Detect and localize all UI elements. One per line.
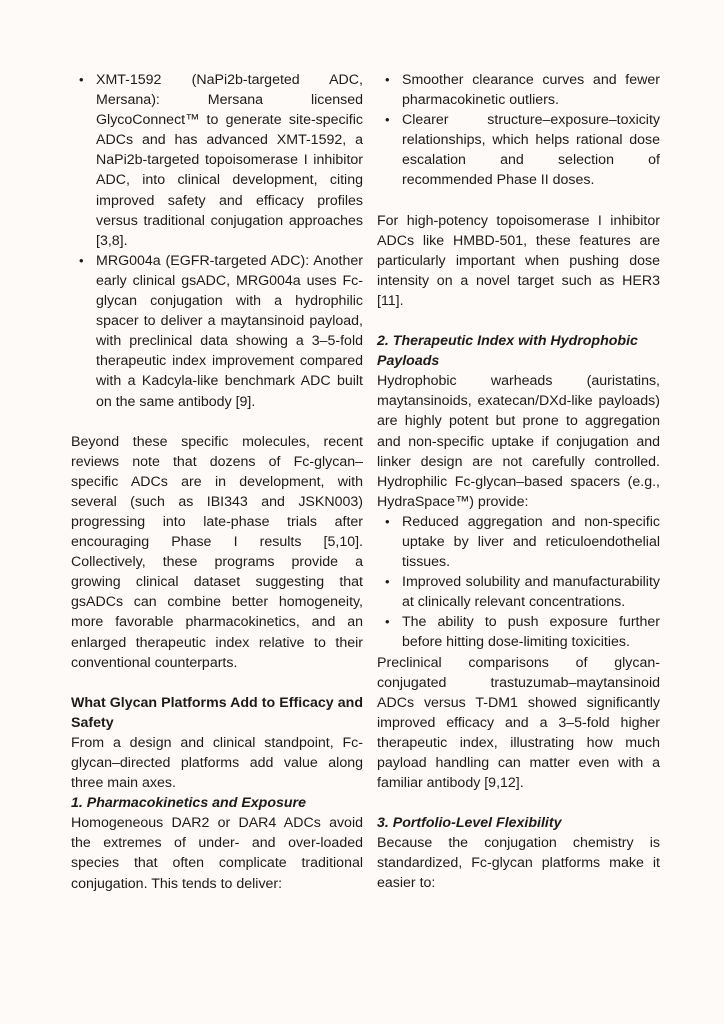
spacer (71, 412, 363, 432)
paragraph-beyond-molecules: Beyond these specific molecules, recent reviews note that dozens of Fc-glycan–specific ADCs are in development, with several (such as IBI343 and JSKN003) progressing into late-phase trials after encouraging Phase I results [5,10]. Collectively, these programs provide a growing clinical dataset suggesting that gsADCs can combine better homogeneity, more favorable pharmacokinetics, and an enlarged therapeutic index relative to their conventional counterparts. (71, 433, 363, 671)
section-intro: From a design and clinical standpoint, Fc-glycan–directed platforms add value along three main axes. (71, 734, 363, 792)
list-item-xmt-1592: • XMT-1592 (NaPi2b-targeted ADC, Mersana): Mersana licensed GlycoConnect™ to generate site-specific ADCs and has advanced XMT-1592, a NaPi2b-targeted topoisomerase I inhibitor ADC, into clinical development, citing improved safety and efficacy profiles versus traditional conjugation approaches [3,8]. (96, 70, 363, 251)
spacer (377, 793, 660, 813)
spacer (377, 311, 660, 331)
left-column (71, 70, 363, 894)
list-item-improved-solubility: • Improved solubility and manufacturability at clinically relevant concentrations. (402, 572, 660, 612)
right-column (377, 70, 660, 894)
list-item-reduced-aggregation: • Reduced aggregation and non-specific uptake by liver and reticuloendothelial tissues. (402, 512, 660, 572)
paragraph-hydrophobic-payloads: Hydrophobic warheads (auristatins, maytansinoids, exatecan/DXd-like payloads) are highly potent but prone to aggregation and non-specific uptake if conjugation and linker design are not carefully controlled. Hydrophilic Fc-glycan–based spacers (e.g., HydraSpace™) provide: (377, 373, 660, 510)
list-item-mrg004a: • MRG004a (EGFR-targeted ADC): Another early clinical gsADC, MRG004a uses Fc-glycan conjugation with a hydrophilic spacer to deliver a maytansinoid payload, with preclinical data showing a 3–5-fold therapeutic index improvement compared with a Kadcyla-like benchmark ADC built on the same antibody [9]. (96, 251, 363, 412)
paragraph-portfolio: Because the conjugation chemistry is standardized, Fc-glycan platforms make it easier to: (377, 835, 660, 892)
list-item-structure-exposure: • Clearer structure–exposure–toxicity relationships, which helps rational dose escalation and selection of recommended Phase II doses. (402, 110, 660, 190)
spacer (377, 191, 660, 211)
paragraph-preclinical-comparisons: Preclinical comparisons of glycan-conjugated trastuzumab–maytansinoid ADCs versus T-DM1 showed significantly improved efficacy and a 3–5-fold higher therapeutic index, illustrating how much payload handling can matter even with a familiar antibody [9,12]. (377, 654, 660, 792)
subheading-therapeutic-index: 2. Therapeutic Index with Hydrophobic Payloads (377, 333, 638, 370)
subheading-pharmacokinetics: 1. Pharmacokinetics and Exposure (71, 795, 306, 812)
pk-benefits-list (377, 70, 660, 191)
subheading-portfolio-flexibility: 3. Portfolio-Level Flexibility (377, 815, 562, 832)
paragraph-hmbd-501: For high-potency topoisomerase I inhibitor ADCs like HMBD-501, these features are particularly important when pushing dose intensity on a novel target such as HER3 [11]. (377, 212, 660, 309)
spacer-benefits-list (377, 512, 660, 653)
paragraph-pharmacokinetics: Homogeneous DAR2 or DAR4 ADCs avoid the extremes of under- and over-loaded species that often complicate traditional conjugation. This tends to deliver: (71, 815, 363, 892)
spacer (71, 673, 363, 693)
list-item-push-exposure: • The ability to push exposure further before hitting dose-limiting toxicities. (402, 612, 660, 652)
list-item-clearance: • Smoother clearance curves and fewer pharmacokinetic outliers. (402, 70, 660, 110)
section-heading: What Glycan Platforms Add to Efficacy and Safety (71, 694, 363, 731)
clinical-programs-list (71, 70, 363, 412)
